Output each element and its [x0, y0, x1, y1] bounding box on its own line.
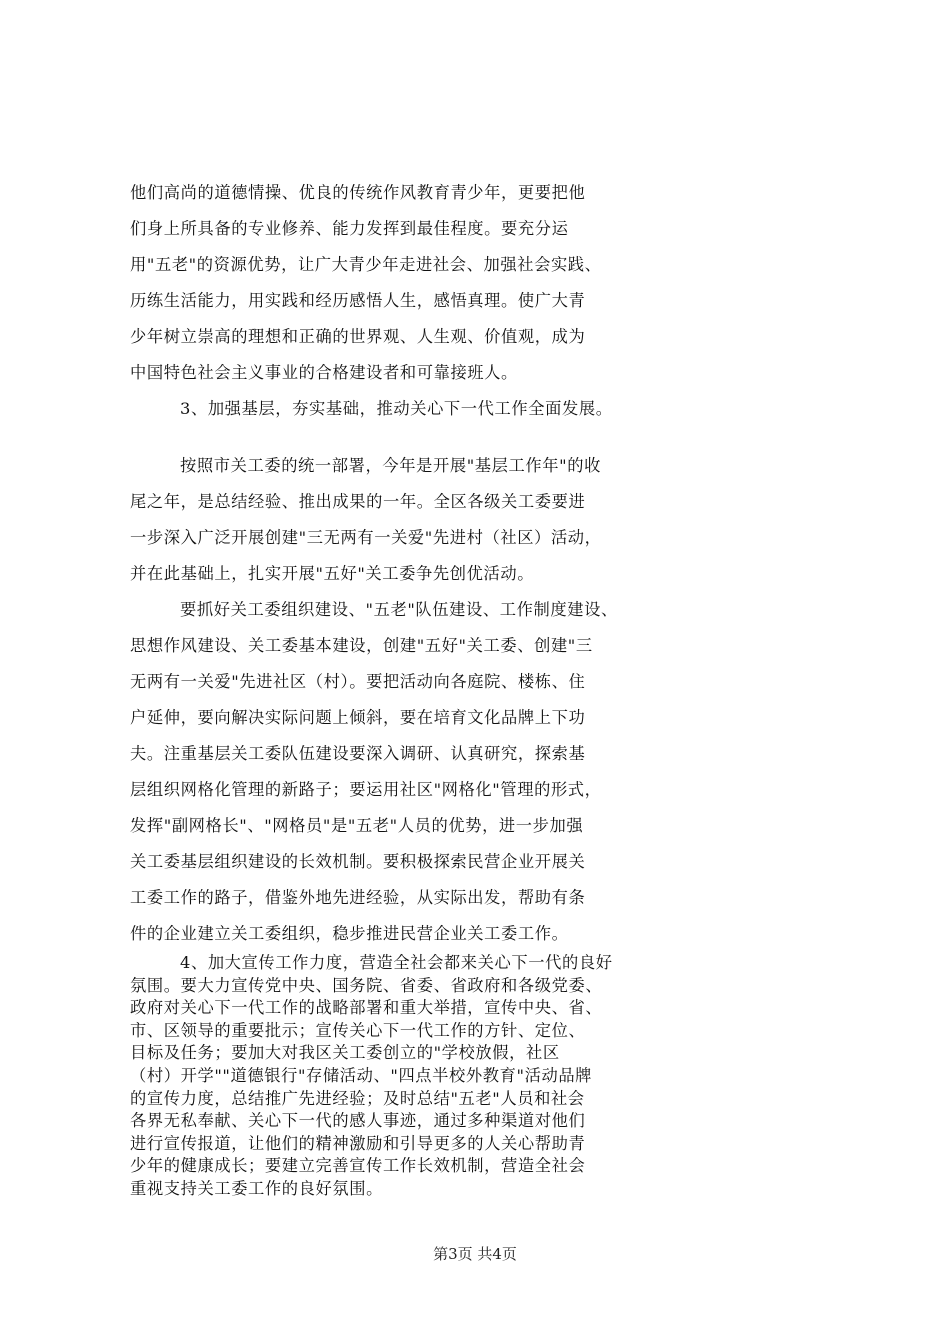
text-line: 用"五老"的资源优势，让广大青少年走进社会、加强社会实践、: [130, 255, 602, 274]
text-line: 中国特色社会主义事业的合格建设者和可靠接班人。: [130, 363, 518, 382]
text-line: 进行宣传报道，让他们的精神激励和引导更多的人关心帮助青: [130, 1134, 586, 1153]
section-heading: 4、加大宣传工作力度，营造全社会都来关心下一代的良好: [180, 953, 613, 972]
text-line: 政府对关心下一代工作的战略部署和重大举措，宣传中央、省、: [130, 998, 603, 1017]
text-line: 工委工作的路子，借鉴外地先进经验，从实际出发，帮助有条: [130, 888, 586, 907]
text-line: （村）开学""道德银行"存储活动、"四点半校外教育"活动品牌: [130, 1066, 593, 1085]
text-line: 历练生活能力，用实践和经历感悟人生，感悟真理。使广大青: [130, 291, 586, 310]
paragraph-first-line: 按照市关工委的统一部署，今年是开展"基层工作年"的收: [180, 456, 601, 475]
text-line: 无两有一关爱"先进社区（村）。要把活动向各庭院、楼栋、住: [130, 672, 586, 691]
text-line: 件的企业建立关工委组织，稳步推进民营企业关工委工作。: [130, 924, 569, 943]
section-heading: 3、加强基层，夯实基础，推动关心下一代工作全面发展。: [180, 399, 613, 418]
text-line: 尾之年，是总结经验、推出成果的一年。全区各级关工委要进: [130, 492, 586, 511]
text-line: 的宣传力度，总结推广先进经验；及时总结"五老"人员和社会: [130, 1089, 585, 1108]
text-line: 户延伸，要向解决实际问题上倾斜，要在培育文化品牌上下功: [130, 708, 586, 727]
text-line: 他们高尚的道德情操、优良的传统作风教育青少年，更要把他: [130, 183, 586, 202]
text-line: 发挥"副网格长"、"网格员"是"五老"人员的优势，进一步加强: [130, 816, 584, 835]
text-line: 少年的健康成长；要建立完善宣传工作长效机制，营造全社会: [130, 1156, 586, 1175]
text-line: 并在此基础上，扎实开展"五好"关工委争先创优活动。: [130, 564, 535, 583]
text-line: 目标及任务；要加大对我区关工委创立的"学校放假，社区: [130, 1043, 560, 1062]
text-line: 层组织网格化管理的新路子；要运用社区"网格化"管理的形式，: [130, 780, 602, 799]
text-line: 重视支持关工委工作的良好氛围。: [130, 1179, 383, 1198]
text-line: 夫。注重基层关工委队伍建设要深入调研、认真研究，探索基: [130, 744, 586, 763]
text-line: 思想作风建设、关工委基本建设，创建"五好"关工委、创建"三: [130, 636, 593, 655]
text-line: 市、区领导的重要批示；宣传关心下一代工作的方针、定位、: [130, 1021, 586, 1040]
text-line: 少年树立崇高的理想和正确的世界观、人生观、价值观，成为: [130, 327, 586, 346]
paragraph-first-line: 要抓好关工委组织建设、"五老"队伍建设、工作制度建设、: [180, 600, 618, 619]
text-line: 关工委基层组织建设的长效机制。要积极探索民营企业开展关: [130, 852, 586, 871]
text-line: 各界无私奉献、关心下一代的感人事迹，通过多种渠道对他们: [130, 1111, 586, 1130]
text-line: 一步深入广泛开展创建"三无两有一关爱"先进村（社区）活动，: [130, 528, 602, 547]
text-line: 们身上所具备的专业修养、能力发挥到最佳程度。要充分运: [130, 219, 569, 238]
text-line: 氛围。要大力宣传党中央、国务院、省委、省政府和各级党委、: [130, 976, 603, 995]
page-number-footer: 第3页 共4页: [433, 1245, 517, 1263]
